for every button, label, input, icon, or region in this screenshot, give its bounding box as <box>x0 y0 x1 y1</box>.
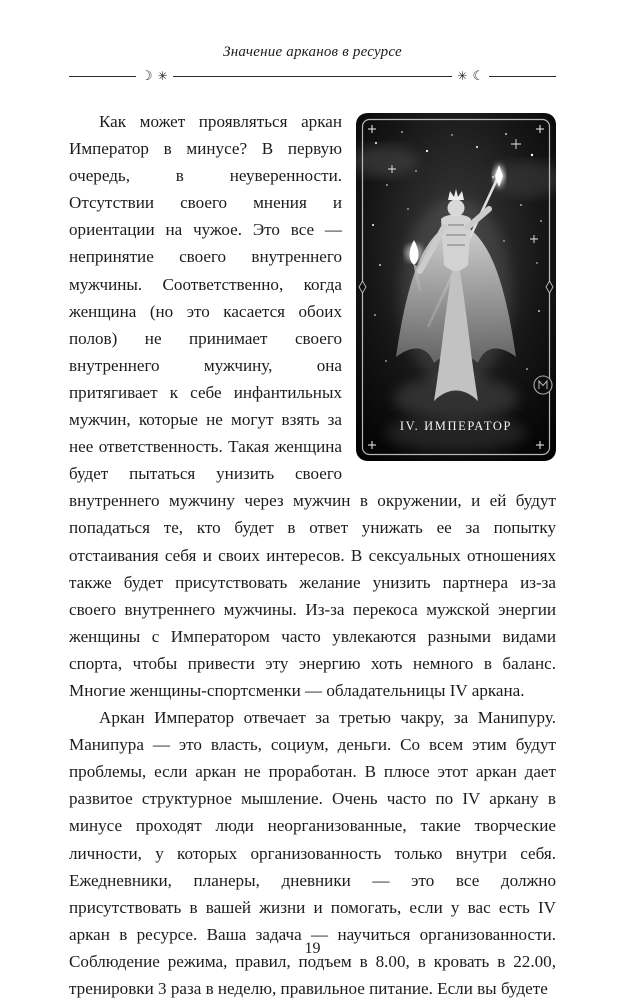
divider-line <box>173 76 453 77</box>
page-header <box>0 0 625 83</box>
crescent-moon-icon: ☽ <box>140 68 153 83</box>
page-body <box>0 83 625 1000</box>
page-number: 19 <box>304 940 321 957</box>
emperor-illustration <box>356 113 556 461</box>
publisher-emblem <box>534 376 552 394</box>
star-icon: ✳ <box>457 68 468 83</box>
divider-line <box>489 76 556 77</box>
paragraph: Как может проявляться аркан Император в минусе? В первую очередь, в неуверенности. Отсутствии своего мнения и ориентации на чужое. Это все — непринятие своего внутреннего мужчины. Соответственно, когда женщина (но это касается обоих полов) не принимает своего внутреннего мужчину, она притягивает к себе инфантильных мужчин, которые не могут взять за нее ответственность. Такая женщина будет пытаться унизить своего внутреннего мужчину через мужчин в окружении, и ей будут попадаться те, кто будет в ответ унижать ее за попытку отстаивания себя и своих интересов. В сексуальных отношениях также будет присутствовать желание унизить партнера из-за своего внутреннего мужчины. Из-за перекоса мужской энергии женщины с Императором часто увлекаются разными видами спорта, чтобы привести эту энергию хоть немного в баланс. Многие женщины-спортсменки — обладательницы IV аркана. <box>69 112 556 700</box>
divider-line <box>69 76 136 77</box>
paragraph: Аркан Император отвечает за третью чакру, за Манипуру. Манипура — это власть, социум, деньги. Со всем этим будут проблемы, если аркан не проработан. В плюсе этот аркан дает развитое структурное мышление. Очень часто по IV аркану в минусе проходят люди неорганизованные, такие творческие личности, у которых организованность только внутри себя. Ежедневники, планеры, дневники — это все должно присутствовать в вашей жизни и помогать, если у вас есть IV аркан в ресурсе. Ваша задача — научиться организованности. Соблюдение режима, правил, подъем в 8.00, в кровать в 22.00, тренировки 3 раза в неделю, правильное питание. Если вы будете <box>69 708 556 998</box>
running-head: Значение арканов в ресурсе <box>223 44 402 60</box>
crescent-moon-icon: ☾ <box>472 68 485 83</box>
ornamental-divider <box>69 70 556 83</box>
tarot-card-figure <box>356 113 556 461</box>
card-caption: IV. ИМПЕРАТОР <box>399 418 513 433</box>
star-icon: ✳ <box>157 68 168 83</box>
